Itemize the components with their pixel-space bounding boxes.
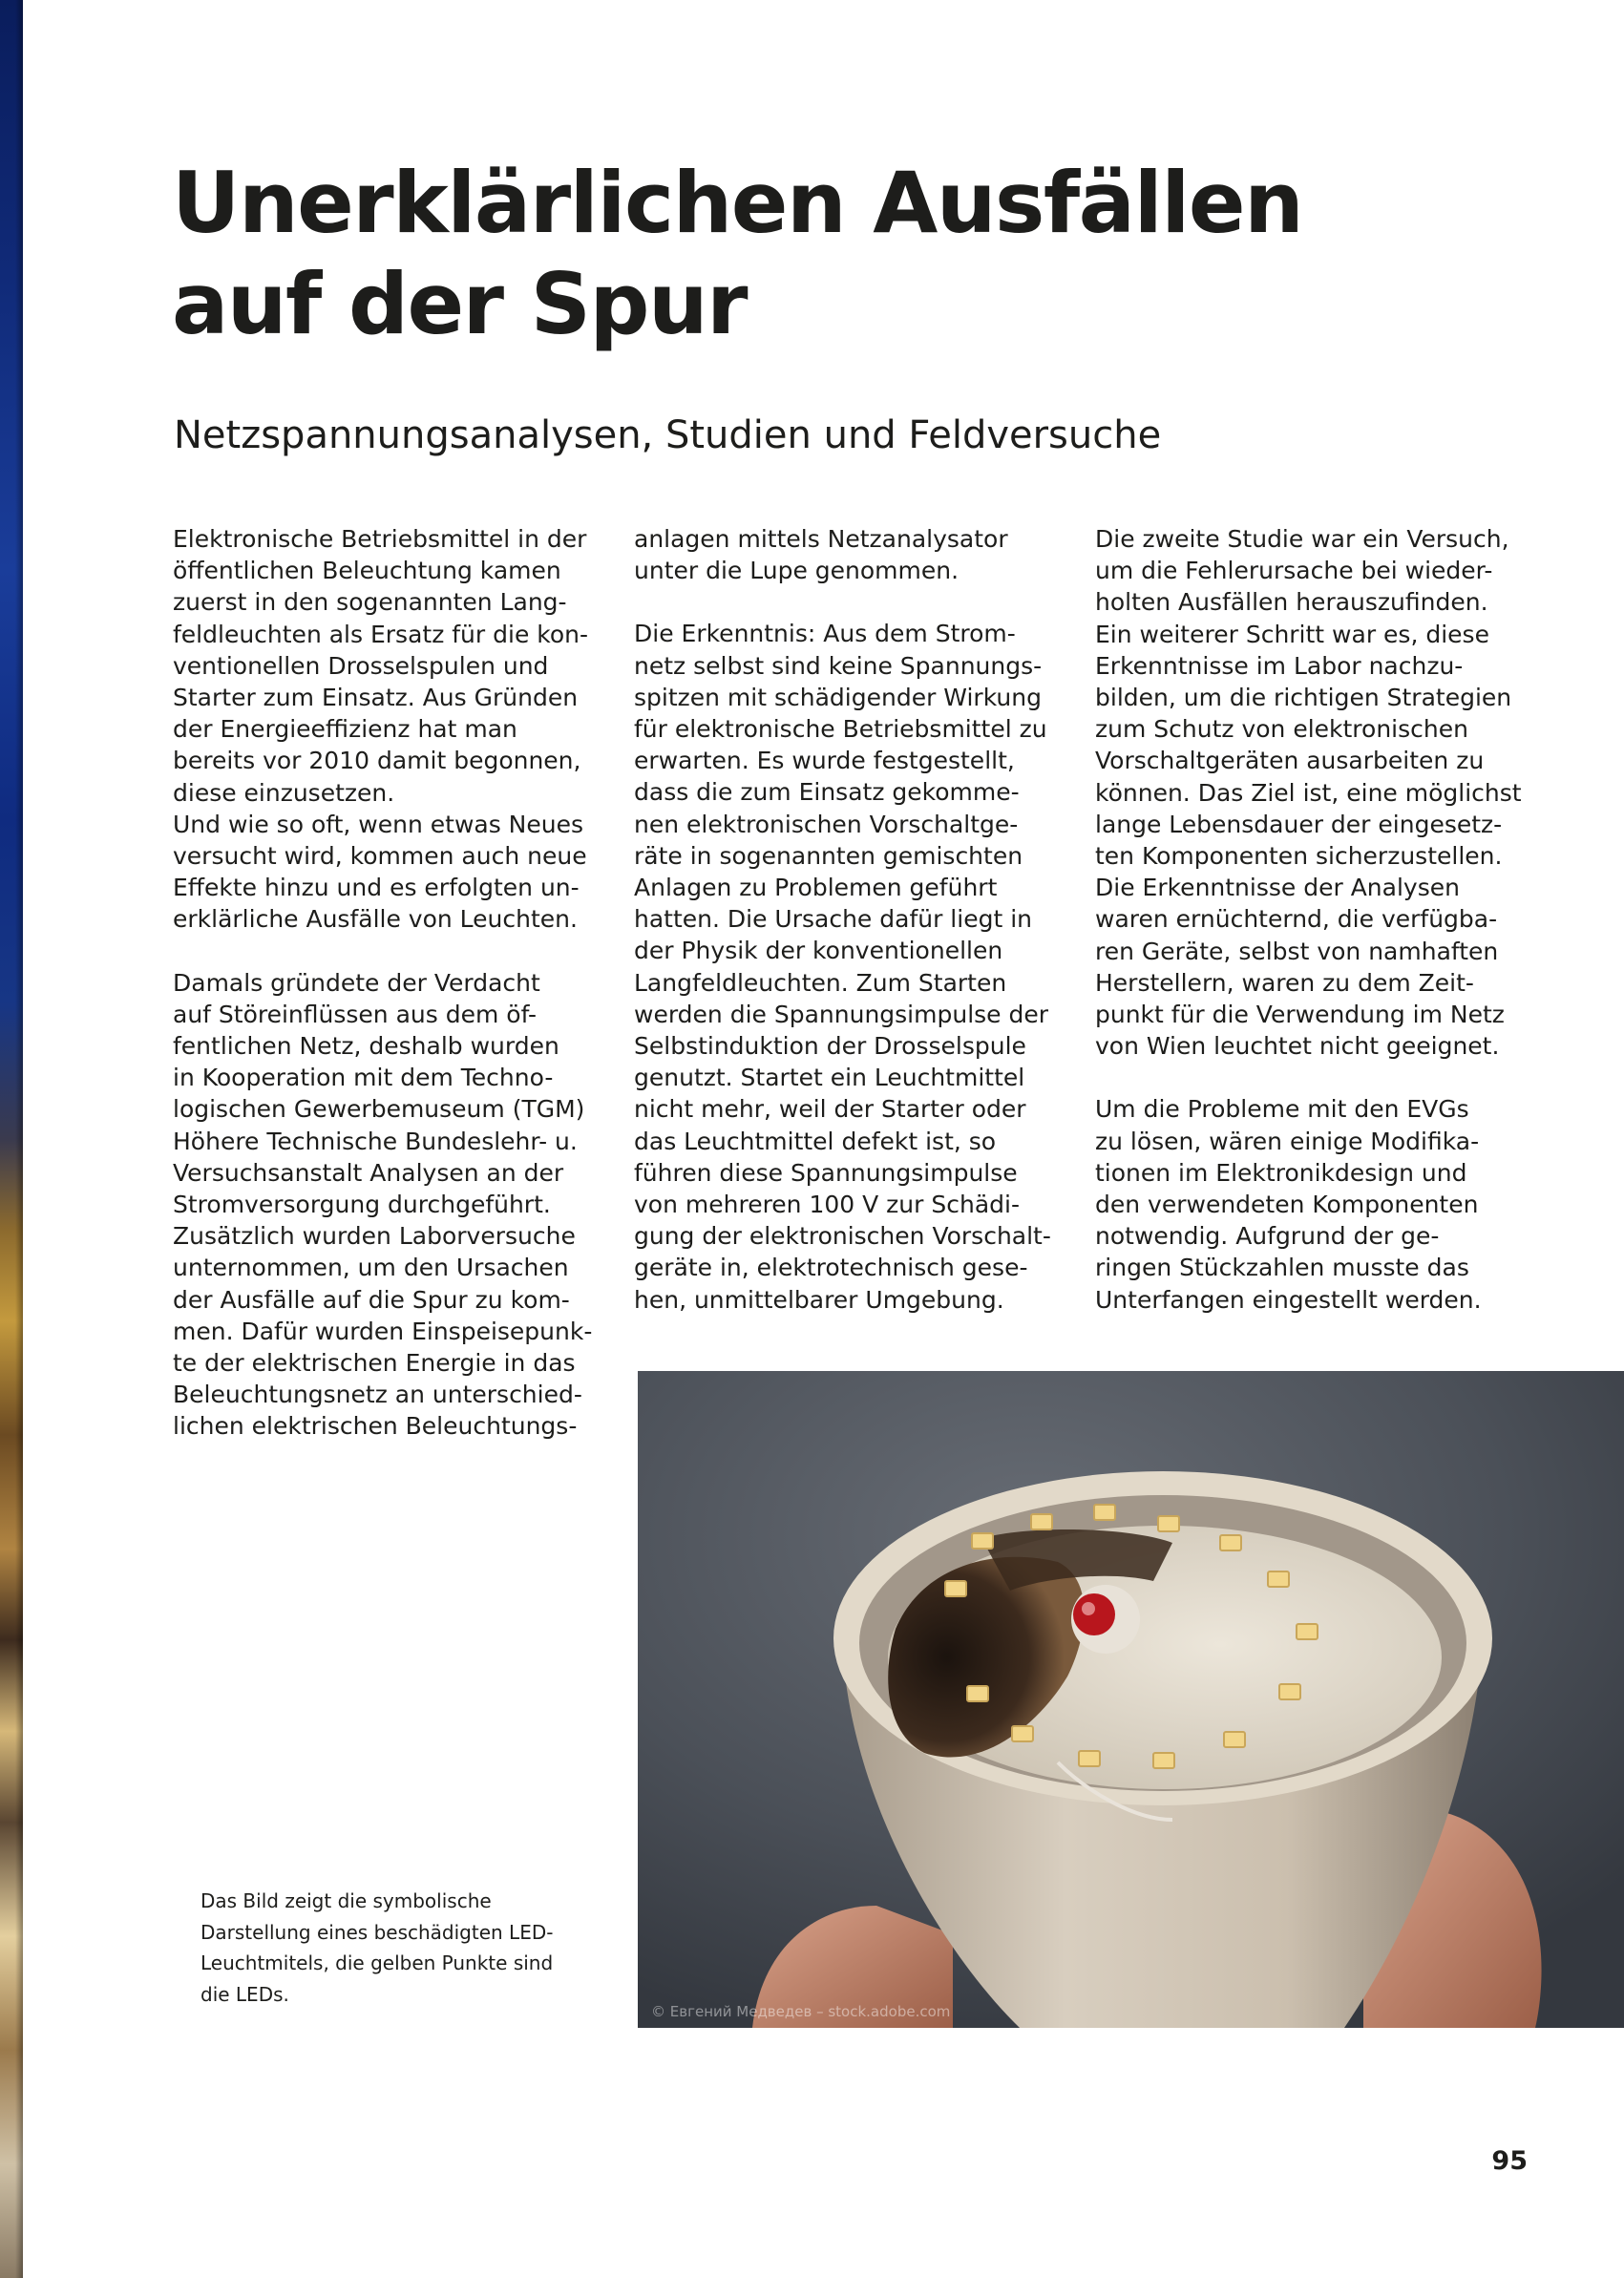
- article-subtitle: Netzspannungsanalysen, Studien und Feldversuche: [174, 413, 1162, 457]
- led-chip: [972, 1533, 993, 1549]
- body-text-line: der Ausfälle auf die Spur zu kom-: [173, 1285, 570, 1314]
- red-component-highlight: [1082, 1602, 1095, 1615]
- body-text-line: Um die Probleme mit den EVGs: [1095, 1095, 1469, 1124]
- body-text-line: notwendig. Aufgrund der ge-: [1095, 1222, 1440, 1251]
- body-text-line: das Leuchtmittel defekt ist, so: [634, 1127, 997, 1155]
- body-text-line: Und wie so oft, wenn etwas Neues: [173, 810, 584, 838]
- body-text-line: zu lösen, wären einige Modifika-: [1095, 1127, 1480, 1155]
- led-chip: [1268, 1571, 1289, 1587]
- led-chip: [1012, 1726, 1033, 1741]
- body-text-line: waren ernüchternd, die verfügba-: [1095, 905, 1498, 934]
- page-gutter-shadow: [15, 0, 23, 2278]
- body-text-line: hatten. Die Ursache dafür liegt in: [634, 905, 1032, 934]
- body-text-line: holten Ausfällen herauszufinden.: [1095, 588, 1488, 617]
- body-text-line: der Physik der konventionellen: [634, 937, 1003, 965]
- body-text-line: lichen elektrischen Beleuchtungs-: [173, 1412, 578, 1441]
- caption-line: die LEDs.: [200, 1982, 289, 2006]
- led-chip: [945, 1581, 966, 1596]
- body-text-line: Herstellern, waren zu dem Zeit-: [1095, 968, 1474, 997]
- led-chip: [1224, 1732, 1245, 1747]
- page-number: 95: [1491, 2146, 1528, 2176]
- led-chip: [1297, 1624, 1318, 1639]
- body-text-line: anlagen mittels Netzanalysator: [634, 525, 1008, 553]
- led-chip: [1153, 1753, 1174, 1768]
- body-text-line: versucht wird, kommen auch neue: [173, 842, 587, 871]
- body-text-line: Erkenntnisse im Labor nachzu-: [1095, 651, 1464, 680]
- body-text-line: erklärliche Ausfälle von Leuchten.: [173, 905, 578, 934]
- body-text-line: der Energieeffizienz hat man: [173, 715, 517, 744]
- body-text-line: für elektronische Betriebsmittel zu: [634, 715, 1047, 744]
- body-text-line: auf Störeinflüssen aus dem öf-: [173, 1000, 538, 1028]
- body-text-line: zuerst in den sogenannten Lang-: [173, 588, 567, 617]
- body-text-line: Damals gründete der Verdacht: [173, 968, 540, 997]
- body-text-line: punkt für die Verwendung im Netz: [1095, 1001, 1505, 1029]
- photo-credit: © Евгений Медведев – stock.adobe.com: [651, 2003, 951, 2020]
- body-text-line: bilden, um die richtigen Strategien: [1095, 684, 1512, 712]
- led-chip: [1158, 1516, 1179, 1531]
- body-text-line: genutzt. Startet ein Leuchtmittel: [634, 1064, 1025, 1092]
- body-text-line: geräte in, elektrotechnisch gese-: [634, 1254, 1028, 1282]
- body-text-line: Ein weiterer Schritt war es, diese: [1095, 620, 1489, 648]
- body-text-line: diese einzusetzen.: [173, 778, 395, 807]
- body-text-line: ren Geräte, selbst von namhaften: [1095, 937, 1499, 965]
- body-text-line: zum Schutz von elektronischen: [1095, 715, 1468, 744]
- body-text-line: unternommen, um den Ursachen: [173, 1254, 569, 1282]
- led-chip: [1220, 1535, 1241, 1550]
- body-text-line: logischen Gewerbemuseum (TGM): [173, 1095, 585, 1124]
- led-chip: [1079, 1751, 1100, 1766]
- body-text-line: netz selbst sind keine Spannungs-: [634, 651, 1043, 680]
- caption-line: Darstellung eines beschädigten LED-: [200, 1920, 554, 1944]
- body-text-line: Zusätzlich wurden Laborversuche: [173, 1222, 576, 1251]
- body-text-line: bereits vor 2010 damit begonnen,: [173, 747, 581, 775]
- body-text-line: Starter zum Einsatz. Aus Gründen: [173, 684, 579, 712]
- previous-page-photo-edge: [0, 0, 23, 2278]
- body-text-line: men. Dafür wurden Einspeisepunk-: [173, 1317, 593, 1345]
- red-component: [1073, 1593, 1115, 1635]
- paragraph-gap: [173, 936, 602, 967]
- led-chip: [1094, 1505, 1115, 1520]
- text-column-3: [1095, 523, 1525, 1316]
- body-text-line: Die Erkenntnisse der Analysen: [1095, 874, 1460, 902]
- body-text-line: unter die Lupe genommen.: [634, 557, 960, 585]
- body-text-line: Elektronische Betriebsmittel in der: [173, 525, 587, 553]
- body-text-line: räte in sogenannten gemischten: [634, 841, 1023, 870]
- body-text-line: können. Das Ziel ist, eine möglichst: [1095, 778, 1522, 807]
- body-text-line: in Kooperation mit dem Techno-: [173, 1064, 554, 1092]
- caption-line: Das Bild zeigt die symbolische: [200, 1889, 492, 1912]
- article-title-line: Unerklärlichen Ausfällen: [172, 154, 1303, 252]
- led-chip: [1279, 1684, 1300, 1699]
- body-text-line: nicht mehr, weil der Starter oder: [634, 1095, 1026, 1124]
- text-column-1: [173, 523, 602, 1443]
- body-text-line: Selbstinduktion der Drosselspule: [634, 1032, 1026, 1061]
- body-text-line: ringen Stückzahlen musste das: [1095, 1254, 1469, 1282]
- body-text-line: tionen im Elektronikdesign und: [1095, 1158, 1467, 1187]
- body-text-line: Unterfangen eingestellt werden.: [1095, 1285, 1482, 1314]
- body-text-line: te der elektrischen Energie in das: [173, 1349, 576, 1378]
- body-text-line: spitzen mit schädigender Wirkung: [634, 683, 1042, 711]
- body-text-line: gung der elektronischen Vorschalt-: [634, 1222, 1051, 1251]
- body-text-line: von mehreren 100 V zur Schädi-: [634, 1191, 1020, 1219]
- body-text-line: lange Lebensdauer der eingesetz-: [1095, 810, 1503, 838]
- body-text-line: Versuchsanstalt Analysen an der: [173, 1158, 564, 1187]
- body-text-line: Stromversorgung durchgeführt.: [173, 1191, 551, 1219]
- body-text-line: fentlichen Netz, deshalb wurden: [173, 1032, 559, 1061]
- article-title: [172, 153, 1413, 355]
- body-text-line: Höhere Technische Bundeslehr- u.: [173, 1127, 578, 1155]
- body-text-line: Langfeldleuchten. Zum Starten: [634, 968, 1007, 997]
- paragraph-gap: [634, 586, 1064, 618]
- body-text-line: nen elektronischen Vorschaltge-: [634, 810, 1019, 838]
- body-text-line: den verwendeten Komponenten: [1095, 1191, 1479, 1219]
- damaged-led-bulb-photo: [638, 1371, 1624, 2028]
- led-chip: [1031, 1514, 1052, 1529]
- body-text-line: Die Erkenntnis: Aus dem Strom-: [634, 620, 1016, 648]
- body-text-line: öffentlichen Beleuchtung kamen: [173, 557, 561, 585]
- photo-caption: [200, 1886, 601, 2010]
- body-text-line: feldleuchten als Ersatz für die kon-: [173, 620, 589, 648]
- body-text-line: um die Fehlerursache bei wieder-: [1095, 557, 1493, 585]
- body-text-line: ten Komponenten sicherzustellen.: [1095, 842, 1503, 871]
- body-text-line: führen diese Spannungsimpulse: [634, 1158, 1018, 1187]
- text-column-2: [634, 523, 1064, 1316]
- body-text-line: werden die Spannungsimpulse der: [634, 1000, 1049, 1028]
- body-text-line: dass die zum Einsatz gekomme-: [634, 778, 1020, 807]
- body-text-line: Beleuchtungsnetz an unterschied-: [173, 1381, 582, 1409]
- body-text-line: ventionellen Drosselspulen und: [173, 651, 549, 680]
- article-title-line: auf der Spur: [172, 255, 748, 353]
- paragraph-gap: [1095, 1062, 1525, 1093]
- body-text-line: hen, unmittelbarer Umgebung.: [634, 1285, 1004, 1314]
- body-text-line: Vorschaltgeräten ausarbeiten zu: [1095, 747, 1485, 775]
- caption-line: Leuchtmitels, die gelben Punkte sind: [200, 1951, 554, 1974]
- body-text-line: Die zweite Studie war ein Versuch,: [1095, 525, 1509, 553]
- body-text-line: Effekte hinzu und es erfolgten un-: [173, 874, 580, 902]
- body-text-line: erwarten. Es wurde festgestellt,: [634, 747, 1015, 775]
- body-text-line: von Wien leuchtet nicht geeignet.: [1095, 1032, 1500, 1061]
- body-text-line: Anlagen zu Problemen geführt: [634, 874, 998, 902]
- led-chip: [967, 1686, 988, 1701]
- led-bulb-illustration: [638, 1371, 1624, 2028]
